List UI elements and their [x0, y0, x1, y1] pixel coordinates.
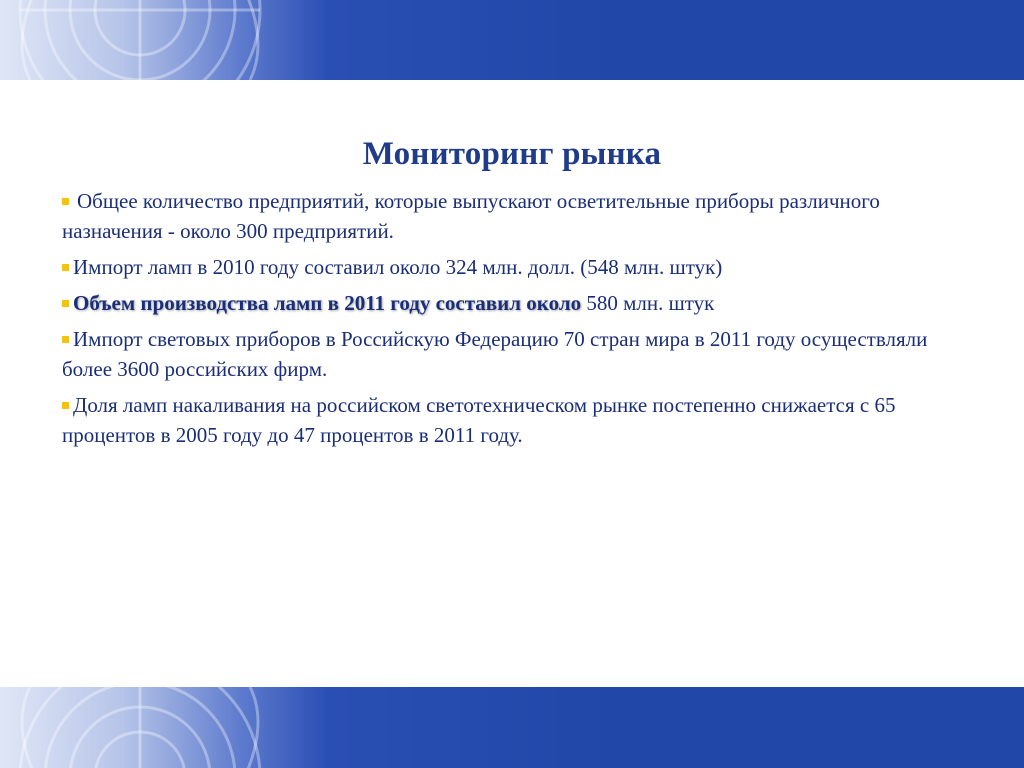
square-bullet-icon [62, 336, 69, 343]
paragraph-text: Импорт световых приборов в Российскую Федерацию 70 стран мира в 2011 году осуществляли более 3600 российских фирм. [62, 327, 928, 381]
paragraph-enterprises [62, 186, 962, 246]
paragraph-production-2011 [62, 288, 962, 318]
square-bullet-icon [62, 300, 69, 307]
square-bullet-icon [62, 198, 69, 205]
emblem-watermark-icon [0, 687, 1024, 768]
paragraph-text: Доля ламп накаливания на российском светотехническом рынке постепенно снижается с 65 процентов в 2005 году до 47 процентов в 2011 году. [62, 393, 896, 447]
paragraph-import-2010 [62, 252, 962, 282]
footer-band [0, 687, 1024, 768]
paragraph-import-firms [62, 324, 962, 384]
square-bullet-icon [62, 402, 69, 409]
slide-title: Мониторинг рынка [362, 136, 662, 172]
paragraph-incandescent-share [62, 390, 962, 450]
emblem-watermark-icon [0, 0, 1024, 80]
paragraph-text: Общее количество предприятий, которые выпускают осветительные приборы различного назначения - около 300 предприятий. [62, 189, 880, 243]
square-bullet-icon [62, 264, 69, 271]
slide-body [62, 186, 962, 456]
highlighted-text: Объем производства ламп в 2011 году составил около [73, 291, 582, 315]
header-band [0, 0, 1024, 80]
paragraph-text: Импорт ламп в 2010 году составил около 324 млн. долл. (548 млн. штук) [73, 255, 723, 279]
paragraph-text: 580 млн. штук [581, 291, 715, 315]
